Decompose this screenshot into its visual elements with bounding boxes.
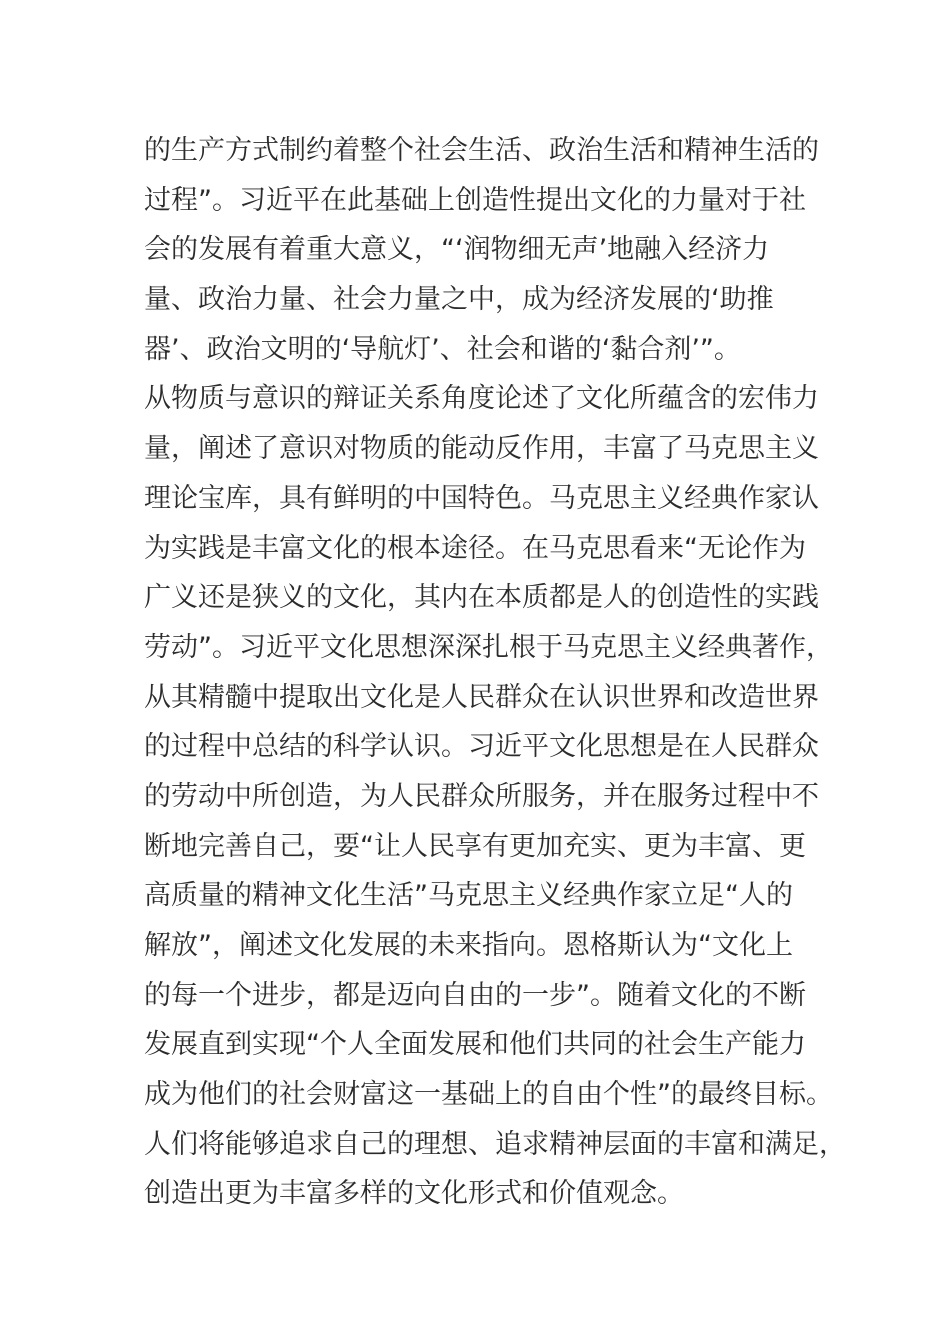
text-line-10: 广义还是狭义的文化，其内在本质都是人的创造性的实践 [144,582,819,614]
text-line-15: 断地完善自己，要“让人民享有更加充实、更为丰富、更 [144,830,806,862]
text-line-9: 为实践是丰富文化的根本途径。在马克思看来“无论作为 [144,532,806,564]
text-line-3: 会的发展有着重大意义，“‘润物细无声’地融入经济力 [144,234,770,266]
text-line-12: 从其精髓中提取出文化是人民群众在认识世界和改造世界 [144,681,819,713]
text-line-7: 量，阐述了意识对物质的能动反作用，丰富了马克思主义 [144,433,819,465]
text-line-6: 从物质与意识的辩证关系角度论述了文化所蕴含的宏伟力 [144,383,819,415]
text-line-21: 人们将能够追求自己的理想、追求精神层面的丰富和满足， [144,1128,846,1160]
text-line-11: 劳动”。习近平文化思想深深扎根于马克思主义经典著作， [144,631,833,663]
text-line-8: 理论宝库，具有鲜明的中国特色。马克思主义经典作家认 [144,482,819,514]
text-line-2: 过程”。习近平在此基础上创造性提出文化的力量对于社 [144,184,806,216]
text-line-14: 的劳动中所创造，为人民群众所服务，并在服务过程中不 [144,780,819,812]
text-line-19: 发展直到实现“个人全面发展和他们共同的社会生产能力 [144,1029,806,1061]
text-line-16: 高质量的精神文化生活”马克思主义经典作家立足“人的 [144,880,793,912]
text-line-1: 的生产方式制约着整个社会生活、政治生活和精神生活的 [144,135,819,166]
text-line-18: 的每一个进步，都是迈向自由的一步”。随着文化的不断 [144,979,806,1011]
body-paragraph [144,126,846,1219]
text-line-20: 成为他们的社会财富这一基础上的自由个性”的最终目标。 [144,1079,833,1111]
text-line-4: 量、政治力量、社会力量之中，成为经济发展的‘助推 [144,284,774,316]
text-line-17: 解放”，阐述文化发展的未来指向。恩格斯认为“文化上 [144,930,793,961]
text-line-22: 创造出更为丰富多样的文化形式和价值观念。 [144,1178,684,1210]
text-line-13: 的过程中总结的科学认识。习近平文化思想是在人民群众 [144,731,819,763]
text-line-5: 器’、政治文明的‘导航灯’、社会和谐的‘黏合剂’”。 [144,333,741,365]
